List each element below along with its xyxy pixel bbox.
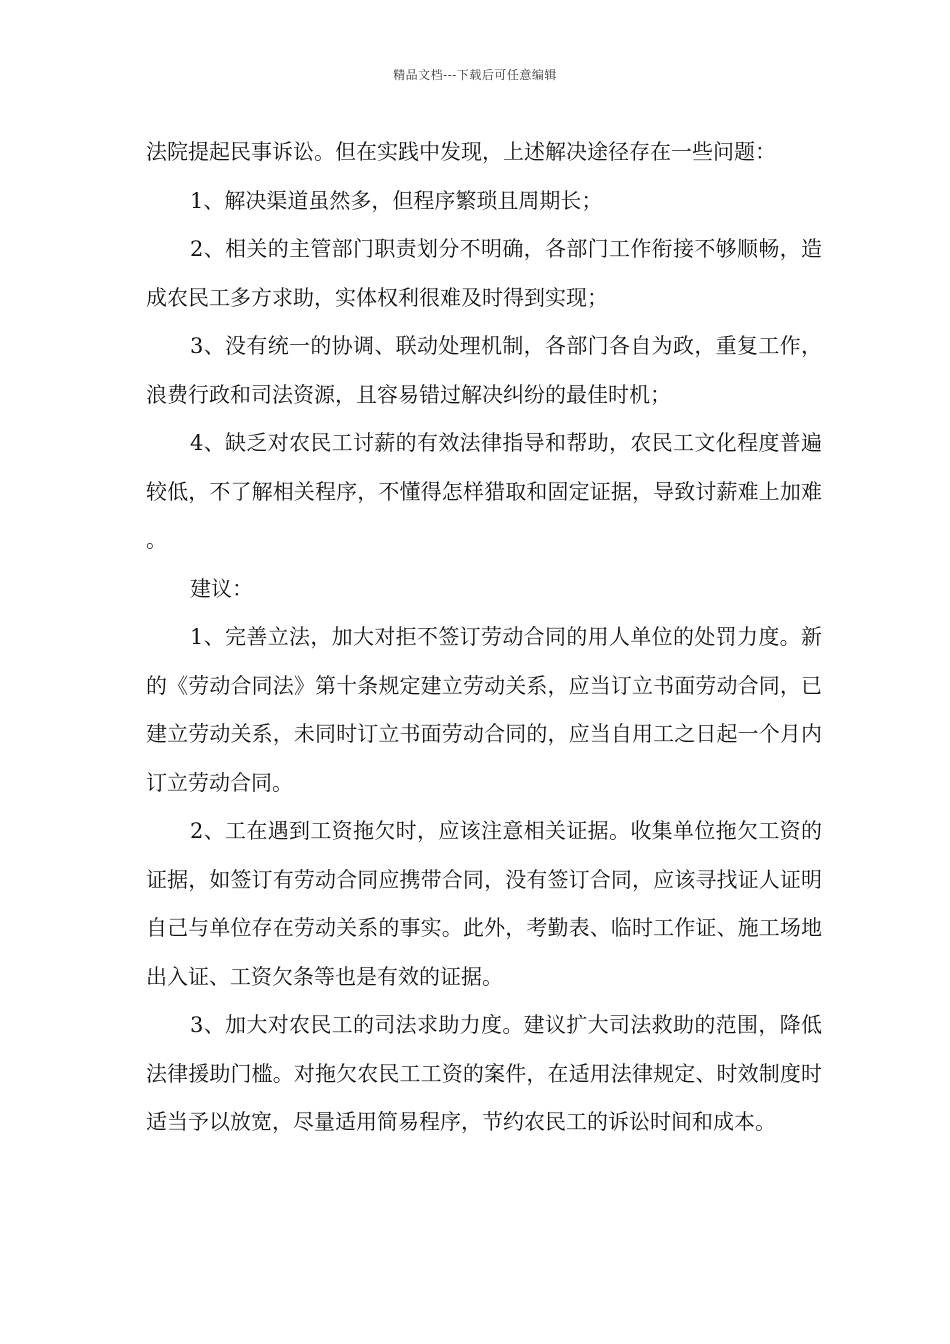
paragraph-1: 1、解决渠道虽然多，但程序繁琐且周期长； [190,188,603,213]
paragraph-5: 建议： [190,576,253,601]
page-header: 精品文档---下载后可任意编辑 [393,68,557,82]
paragraph-3: 3、没有统一的协调、联动处理机制，各部门各自为政，重复工作，浪费行政和司法资源，且容易错过解决纠纷的最佳时机； [146,334,822,407]
paragraph-7: 2、工在遇到工资拖欠时，应该注意相关证据。收集单位拖欠工资的证据，如签订有劳动合同应携带合同，没有签订合同，应该寻找证人证明自己与单位存在劳动关系的事实。此外，考勤表、临时工作证、施工场地出入证、工资欠条等也是有效的证据。 [146,819,822,989]
paragraph-6: 1、完善立法，加大对拒不签订劳动合同的用人单位的处罚力度。新的《劳动合同法》第十条规定建立劳动关系，应当订立书面劳动合同，已建立劳动关系，未同时订立书面劳动合同的，应当自用工之日起一个月内订立劳动合同。 [146,625,822,795]
paragraph-0: 法院提起民事诉讼。但在实践中发现，上述解决途径存在一些问题： [146,140,776,164]
paragraph-2: 2、相关的主管部门职责划分不明确，各部门工作衔接不够顺畅，造成农民工多方求助，实体权利很难及时得到实现； [146,237,822,310]
paragraph-4: 4、缺乏对农民工讨薪的有效法律指导和帮助，农民工文化程度普遍较低，不了解相关程序，不懂得怎样猎取和固定证据，导致讨薪难上加难。 [146,431,822,552]
document-body [146,128,822,1147]
paragraph-8: 3、加大对农民工的司法求助力度。建议扩大司法救助的范围，降低法律援助门槛。对拖欠农民工工资的案件，在适用法律规定、时效制度时适当予以放宽，尽量适用简易程序，节约农民工的诉讼时间和成本。 [146,1013,822,1134]
